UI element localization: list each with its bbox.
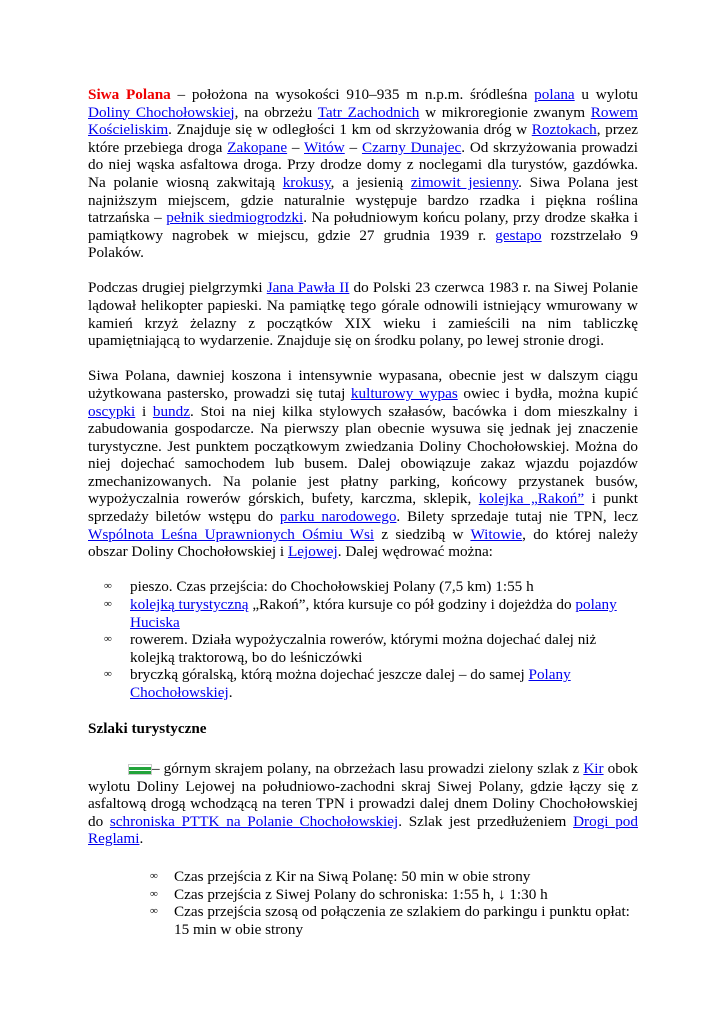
text: , przez które przebiega droga	[88, 121, 638, 156]
text: do Polski 23 czerwca 1983 r. na Siwej Polanie lądował helikopter papieski. Na pamiątkę tego górale odnowili istniejący wmurowany w kamień krzyż żelazny z początków XIX wieku i zamieścili na nim tabliczkę upamiętniającą to wydarzenie. Znajduje się on środku polany, po lewej stronie drogi.	[88, 279, 638, 350]
list-item	[150, 886, 638, 904]
text: .	[228, 683, 233, 701]
link-oscypki[interactable]: oscypki	[88, 402, 136, 420]
text: i punkt sprzedaży biletów wstępu do	[88, 490, 638, 526]
bullet-icon: ∞	[104, 597, 112, 610]
link-rowem-koscieliskim[interactable]: Rowem Kościeliskim	[88, 103, 638, 139]
list-item	[104, 596, 638, 631]
link-tatr-zachodnich[interactable]: Tatr Zachodnich	[317, 103, 420, 121]
intro-paragraph	[88, 86, 638, 262]
text: . Od skrzyżowania prowadzi do niej wąska asfaltowa droga. Przy drodze domy z noclegami dla turystów, gazdówka. Na polanie wiosną zakwitają	[88, 138, 638, 191]
link-lejowej[interactable]: Lejowej	[287, 543, 338, 561]
article-title: Siwa Polana	[88, 86, 171, 103]
text: Siwa Polana, dawniej koszona i intensywnie wypasana, obecnie jest w dalszym ciągu użytkowana pastersko, prowadzi się tutaj	[88, 367, 638, 402]
document-page	[88, 86, 638, 938]
bullet-icon: ∞	[150, 905, 158, 918]
text: . Na południowym końcu polany, przy drodze skałka i pamiątkowy nagrobek w miejscu, gdzie 27 grudnia 1939 r.	[88, 209, 638, 244]
text: . Dalej wędrować można:	[337, 543, 493, 561]
text: Czas przejścia z Kir na Siwą Polanę: 50 min w obie strony	[174, 868, 531, 886]
papal-visit-paragraph	[88, 279, 638, 349]
text: –	[344, 138, 362, 156]
link-witowie[interactable]: Witowie	[470, 525, 523, 543]
text: . Bilety sprzedaje tutaj nie TPN, lecz	[396, 508, 639, 526]
bullet-icon: ∞	[150, 887, 158, 900]
link-parku-narodowego[interactable]: parku narodowego	[279, 508, 397, 526]
link-drogi-pod-reglami[interactable]: Drogi pod Reglami	[88, 812, 638, 848]
bullet-icon: ∞	[104, 633, 112, 646]
list-item	[104, 666, 638, 701]
link-kolejka-rakon[interactable]: kolejka „Rakoń”	[478, 490, 585, 508]
text: . Znajduje się w odległości 1 km od skrzyżowania dróg w	[168, 121, 532, 139]
link-bundz[interactable]: bundz	[152, 402, 190, 420]
text: bryczką góralską, którą można dojechać jeszcze dalej – do samej	[130, 666, 529, 684]
link-kulturowy-wypas[interactable]: kulturowy wypas	[350, 384, 458, 402]
link-doliny-chocholowskiej[interactable]: Doliny Chochołowskiej	[88, 103, 235, 121]
text: –	[287, 138, 305, 156]
link-kir[interactable]: Kir	[583, 760, 604, 778]
text: , a jesienią	[330, 173, 411, 191]
link-witow[interactable]: Witów	[304, 138, 345, 156]
text: rowerem. Działa wypożyczalnia rowerów, którymi można dojechać dalej niż kolejką traktorową, bo do leśniczówki	[130, 631, 597, 666]
text: Czas przejścia szosą od połączenia ze szlakiem do parkingu i punktu opłat: 15 min w obie strony	[174, 903, 630, 938]
list-item	[150, 868, 638, 886]
link-pelnik-siedmiogrodzki[interactable]: pełnik siedmiogrodzki	[166, 209, 304, 227]
tourism-paragraph	[88, 367, 638, 561]
link-krokusy[interactable]: krokusy	[282, 173, 331, 191]
bullet-icon: ∞	[150, 870, 158, 883]
link-polana[interactable]: polana	[534, 86, 575, 103]
text: , na obrzeżu	[234, 103, 318, 121]
text: . Stoi na niej kilka stylowych szałasów, bacówka i dom mieszkalny i zabudowania gospodarcze. Na pierwszy plan obecnie wysuwa się jednak jej znaczenie turystyczne. Jest punktem początkowym zwiedzania Doliny Chochołowskiej. Można do niej dojechać samochodem lub busem. Dalej obowiązuje zakaz wjazdu pojazdów zmechanizowanych. Na polanie jest płatny parking, końcowy przystanek busów, wypożyczalnia rowerów górskich, bufety, karczma, sklepik,	[88, 402, 638, 508]
link-zimowit-jesienny[interactable]: zimowit jesienny	[410, 173, 519, 191]
link-kolejka-turystyczna[interactable]: kolejką turystyczną	[130, 595, 249, 613]
link-wspolnota-lesna[interactable]: Wspólnota Leśna Uprawnionych Ośmiu Wsi	[88, 525, 375, 543]
link-roztokach[interactable]: Roztokach	[531, 121, 597, 139]
link-gestapo[interactable]: gestapo	[495, 226, 542, 244]
text: „Rakoń”, która kursuje co pół godziny i dojeżdża do	[248, 595, 576, 613]
link-czarny-dunajec[interactable]: Czarny Dunajec	[361, 138, 462, 156]
text: u wylotu	[574, 86, 638, 103]
text: Podczas drugiej pielgrzymki	[88, 279, 267, 297]
text: – położona na wysokości 910–935 m n.p.m. śródleśna	[170, 86, 535, 103]
section-heading: Szlaki turystyczne	[88, 719, 207, 737]
text: rozstrzelało 9 Polaków.	[88, 226, 639, 262]
bullet-icon: ∞	[104, 668, 112, 681]
link-schroniska-pttk[interactable]: schroniska PTTK na Polanie Chochołowskiej	[109, 812, 399, 830]
green-trail-marker-icon	[128, 764, 152, 775]
travel-options-list	[104, 578, 638, 701]
text: . Szlak jest przedłużeniem	[398, 812, 574, 830]
text: , do której należy obszar Doliny Chochołowskiej i	[88, 525, 638, 561]
text: pieszo. Czas przejścia: do Chochołowskiej Polany (7,5 km) 1:55 h	[130, 578, 534, 596]
link-zakopane[interactable]: Zakopane	[227, 138, 288, 156]
bullet-icon: ∞	[104, 580, 112, 593]
trail-times-list	[150, 868, 638, 938]
text: w mikroregionie zwanym	[419, 103, 591, 121]
list-item	[104, 578, 638, 596]
text: obok wylotu Doliny Lejowej na południowo-zachodni skraj Siwej Polany, gdzie łączy się z asfaltową drogą wchodzącą na teren TPN i prowadzi dalej dnem Doliny Chochołowskiej do	[88, 760, 639, 830]
text: i	[135, 402, 153, 420]
link-polany-chocholowskiej[interactable]: Polany Chochołowskiej	[130, 666, 571, 701]
text: owiec i bydła, można kupić	[457, 384, 638, 402]
link-jana-pawla-ii[interactable]: Jana Pawła II	[266, 279, 350, 297]
list-item	[104, 631, 638, 666]
link-polany-huciska[interactable]: polany Huciska	[130, 595, 617, 631]
text: .	[139, 830, 144, 848]
green-trail-paragraph	[88, 760, 638, 848]
text: – górnym skrajem polany, na obrzeżach lasu prowadzi zielony szlak z	[152, 760, 584, 778]
list-item	[150, 903, 638, 938]
text: z siedzibą w	[374, 525, 471, 543]
text: . Siwa Polana jest najniższym miejscem, gdzie naturalnie występuje bardzo rzadka i piękna roślina tatrzańska –	[88, 173, 638, 227]
text: Czas przejścia z Siwej Polany do schroniska: 1:55 h, ↓ 1:30 h	[174, 885, 548, 903]
